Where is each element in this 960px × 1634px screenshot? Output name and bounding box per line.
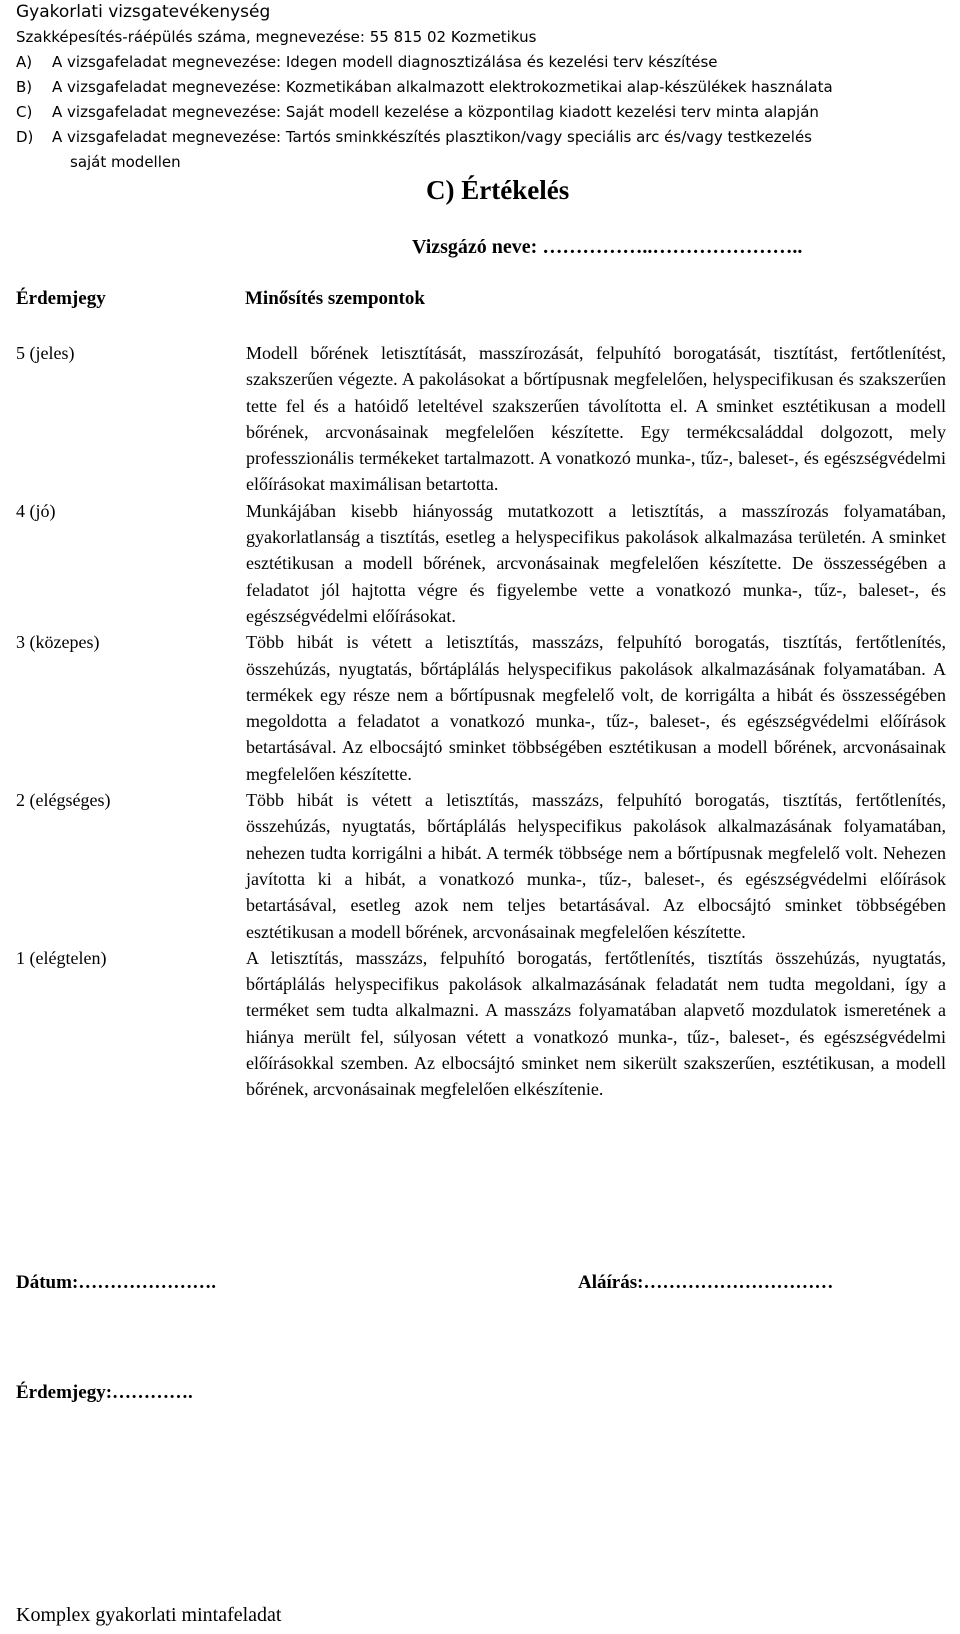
- table-row: [16, 340, 946, 498]
- section-title: C) Értékelés: [426, 175, 570, 205]
- criteria-cell: Munkájában kisebb hiányosság mutatkozott a letisztítás, a masszírozás folyamatában, gyakorlatlanság a tisztítás, esetleg a helyspecifikus pakolások alkalmazása területén. A sminket esztétikusan a modell bőrének, arcvonásainak megfelelően készítette. De összességében a feladatot jól hajtotta végre és figyelembe vette a vonatkozó munka-, tűz-, baleset-, és egészségvédelmi előírásokat.: [246, 500, 946, 626]
- examinee-name-field: Vizsgázó neve: ……………..…………………..: [412, 236, 803, 258]
- grade-column-header: Érdemjegy: [16, 288, 106, 309]
- task-label: A): [16, 53, 33, 71]
- task-label: D): [16, 128, 34, 146]
- final-grade-field: Érdemjegy:………….: [16, 1382, 193, 1403]
- document-header: [16, 0, 950, 175]
- task-text: A vizsgafeladat megnevezése: Kozmetikában alkalmazott elektrokozmetikai alap-készülékek használata: [52, 78, 833, 96]
- document-title: Gyakorlati vizsgatevékenység: [16, 2, 271, 22]
- table-row: [16, 945, 946, 1103]
- criteria-column-header: Minősítés szempontok: [245, 288, 425, 309]
- grade-cell: 5 (jeles): [16, 343, 75, 363]
- page-footer: Komplex gyakorlati mintafeladat: [16, 1604, 282, 1626]
- task-text: A vizsgafeladat megnevezése: Tartós sminkkészítés plasztikon/vagy speciális arc és/vagy testkezelés: [52, 128, 812, 146]
- grade-cell: 1 (elégtelen): [16, 947, 107, 968]
- task-item-d: [16, 125, 950, 150]
- criteria-cell: Modell bőrének letisztítását, masszírozását, felpuhító borogatását, tisztítást, fertőtlenítést, szakszerűen végezte. A pakolásokat a bőrtípusnak megfelelően, helyspecifikusan és szakszerűen tette fel és a hatóidő leteltével szakszerűen távolította el. A sminket esztétikusan a modell bőrének, arcvonásainak megfelelően készítette. Egy termékcsaláddal dolgozott, mely professzionális termékeket tartalmazott. A vonatkozó munka-, tűz-, baleset-, és egészségvédelmi előírásokat maximálisan betartotta.: [246, 343, 946, 495]
- task-label: B): [16, 78, 33, 96]
- task-item-b: [16, 75, 950, 100]
- task-text: A vizsgafeladat megnevezése: Idegen modell diagnosztizálása és kezelési terv készítése: [52, 53, 718, 71]
- grade-cell: 4 (jó): [16, 500, 56, 521]
- table-row: [16, 787, 946, 945]
- date-field: Dátum:………………….: [16, 1272, 217, 1293]
- task-text: A vizsgafeladat megnevezése: Saját modell kezelése a központilag kiadott kezelési terv minta alapján: [52, 103, 819, 121]
- criteria-cell: A letisztítás, masszázs, felpuhító borogatás, fertőtlenítés, tisztítás összehúzás, nyugtatás, bőrtáplálás helyspecifikus pakolások alkalmazásának feladatát nem tudta megoldani, így a terméket sem tudta alkalmazni. A masszázs folyamatában alapvető mozdulatok ismeretének a hiánya merült fel, súlyosan vétett a vonatkozó munka-, tűz-, baleset-, és egészségvédelmi előírásokkal szemben. Az elbocsájtó sminket nem sikerült szakszerűen, esztétikusan, a modell bőrének, arcvonásainak megfelelően elkészítenie.: [246, 947, 946, 1100]
- criteria-cell: Több hibát is vétett a letisztítás, masszázs, felpuhító borogatás, tisztítás, fertőtlenítés, összehúzás, nyugtatás, bőrtáplálás helyspecifikus pakolások alkalmazásának folyamatában, nehezen tudta korrigálni a hibát. A termék többsége nem a bőrtípusnak megfelelő volt. Nehezen javította ki a hibát, a vonatkozó munka-, tűz-, baleset-, és egészségvédelmi előírások betartásával, esetleg azok nem teljes betartásával. Az elbocsájtó sminket többségében esztétikusan a modell bőrének, arcvonásainak megfelelően készítette.: [246, 790, 946, 942]
- criteria-cell: Több hibát is vétett a letisztítás, masszázs, felpuhító borogatás, tisztítás, fertőtlenítés, összehúzás, nyugtatás, bőrtáplálás helyspecifikus pakolások alkalmazásának folyamatában. A termékek egy része nem a bőrtípusnak megfelelő volt, de korrigálta a hibát és összességében megoldotta a feladatot a vonatkozó munka-, tűz-, baleset-, és egészségvédelmi előírások betartásával. Az elbocsájtó sminket többségében esztétikusan a modell bőrének, arcvonásainak megfelelően készítette.: [246, 632, 946, 784]
- grade-cell: 3 (közepes): [16, 632, 100, 653]
- grading-table: [16, 340, 946, 1103]
- grade-cell: 2 (elégséges): [16, 790, 111, 811]
- qualification-line: Szakképesítés-ráépülés száma, megnevezése: 55 815 02 Kozmetikus: [16, 28, 537, 46]
- signature-field: Aláírás:…………………………: [578, 1272, 834, 1293]
- task-d-continuation: saját modellen: [70, 153, 181, 171]
- task-item-c: [16, 100, 950, 125]
- table-row: [16, 629, 946, 787]
- task-item-a: [16, 50, 950, 75]
- table-row: [16, 498, 946, 629]
- task-label: C): [16, 103, 33, 121]
